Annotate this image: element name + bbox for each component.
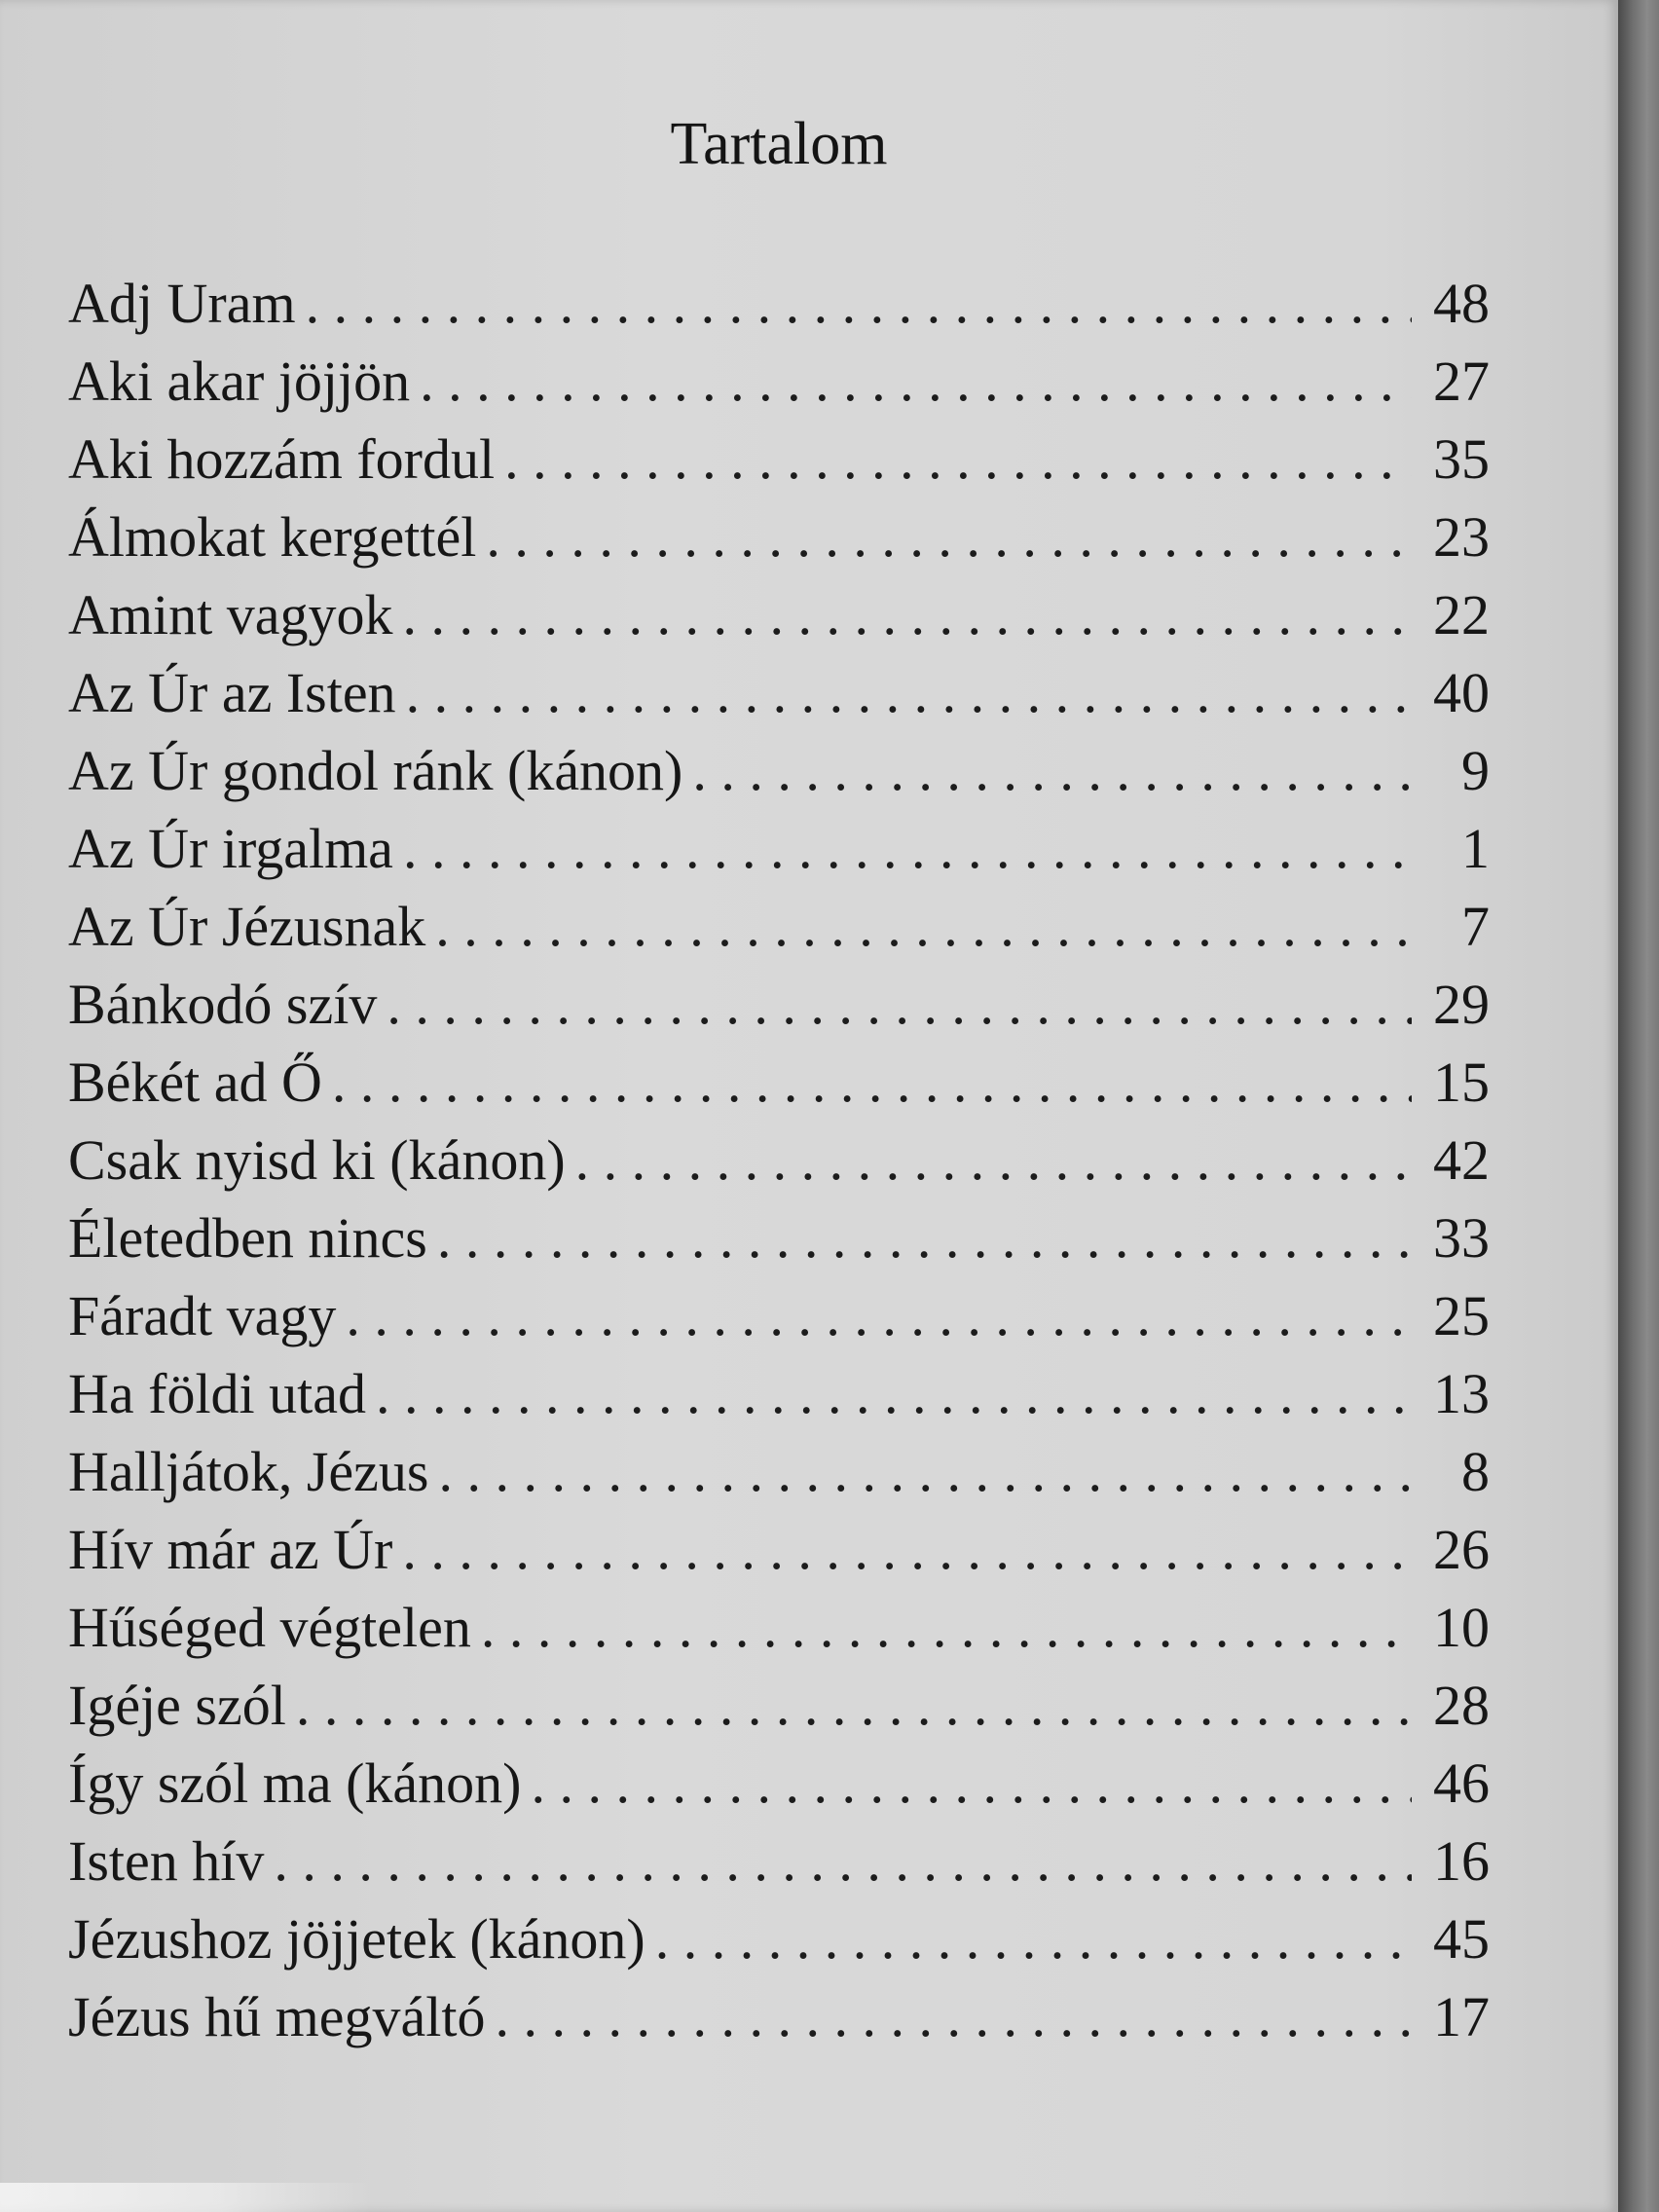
entry-title: Isten hív	[68, 1829, 265, 1893]
dot-leader	[306, 265, 1412, 343]
entry-title: Csak nyisd ki (kánon)	[68, 1128, 566, 1192]
toc-entry	[68, 1900, 1490, 1978]
dot-leader	[481, 1589, 1412, 1667]
dot-leader	[387, 966, 1412, 1044]
dot-leader	[692, 732, 1412, 810]
entry-page-number: 13	[1433, 1362, 1490, 1425]
toc-entry	[68, 1199, 1490, 1277]
entry-title: Az Úr irgalma	[68, 817, 393, 880]
entry-page-number: 10	[1433, 1596, 1490, 1659]
toc-entry	[68, 1277, 1490, 1355]
toc-entry	[68, 265, 1490, 343]
toc-entry	[68, 1745, 1490, 1823]
entry-title: Igéje szól	[68, 1674, 286, 1737]
entry-title: Az Úr Jézusnak	[68, 895, 426, 958]
entry-title: Jézus hű megváltó	[68, 1985, 486, 2048]
dot-leader	[504, 421, 1412, 498]
toc-entry	[68, 1122, 1490, 1199]
toc-entry	[68, 498, 1490, 576]
entry-page-number: 16	[1433, 1829, 1490, 1893]
entry-page-number: 22	[1433, 583, 1490, 646]
entry-title: Életedben nincs	[68, 1206, 427, 1270]
entry-title: Ha földi utad	[68, 1362, 367, 1425]
dot-leader	[420, 343, 1412, 421]
dot-leader	[531, 1745, 1412, 1823]
toc-entry	[68, 732, 1490, 810]
entry-title: Így szól ma (kánon)	[68, 1751, 522, 1815]
entry-title: Jézushoz jöjjetek (kánon)	[68, 1907, 645, 1971]
toc-entry	[68, 1355, 1490, 1433]
toc-entry	[68, 966, 1490, 1044]
toc-entry	[68, 654, 1490, 732]
entry-page-number: 40	[1433, 661, 1490, 724]
dot-leader	[402, 576, 1412, 654]
entry-page-number: 27	[1433, 350, 1490, 413]
toc-entry	[68, 1667, 1490, 1745]
entry-page-number: 9	[1461, 739, 1490, 802]
toc-entry	[68, 1511, 1490, 1589]
dot-leader	[655, 1900, 1412, 1978]
entry-title: Hív már az Úr	[68, 1518, 393, 1581]
dot-leader	[575, 1122, 1412, 1199]
dot-leader	[403, 810, 1412, 888]
toc-entry	[68, 1433, 1490, 1511]
dot-leader	[274, 1823, 1412, 1900]
toc-entry	[68, 576, 1490, 654]
toc-entry	[68, 810, 1490, 888]
entry-page-number: 29	[1433, 973, 1490, 1036]
entry-page-number: 23	[1433, 505, 1490, 569]
dot-leader	[495, 1978, 1412, 2056]
entry-page-number: 46	[1433, 1751, 1490, 1815]
toc-entry	[68, 343, 1490, 421]
dot-leader	[402, 1511, 1412, 1589]
entry-page-number: 33	[1433, 1206, 1490, 1270]
entry-title: Halljátok, Jézus	[68, 1440, 429, 1503]
entry-page-number: 17	[1433, 1985, 1490, 2048]
entry-title: Az Úr az Isten	[68, 661, 396, 724]
dot-leader	[296, 1667, 1412, 1745]
book-binding-edge	[1618, 0, 1659, 2212]
toc-entry	[68, 888, 1490, 966]
entry-title: Aki akar jöjjön	[68, 350, 411, 413]
dot-leader	[435, 888, 1412, 966]
entry-title: Adj Uram	[68, 272, 296, 335]
toc-entry	[68, 1823, 1490, 1900]
entry-title: Hűséged végtelen	[68, 1596, 471, 1659]
entry-title: Fáradt vagy	[68, 1284, 337, 1347]
entry-page-number: 25	[1433, 1284, 1490, 1347]
entry-title: Bánkodó szív	[68, 973, 378, 1036]
entry-page-number: 7	[1461, 895, 1490, 958]
entry-page-number: 1	[1461, 817, 1490, 880]
entry-page-number: 42	[1433, 1128, 1490, 1192]
toc-entry	[68, 421, 1490, 498]
entry-page-number: 8	[1461, 1440, 1490, 1503]
dot-leader	[438, 1433, 1412, 1511]
entry-title: Aki hozzám fordul	[68, 427, 496, 491]
dot-leader	[486, 498, 1412, 576]
watermark	[0, 2183, 370, 2212]
table-of-contents	[68, 265, 1490, 2056]
toc-entry	[68, 1978, 1490, 2056]
dot-leader	[376, 1355, 1412, 1433]
dot-leader	[332, 1044, 1412, 1122]
entry-page-number: 48	[1433, 272, 1490, 335]
entry-page-number: 45	[1433, 1907, 1490, 1971]
entry-page-number: 35	[1433, 427, 1490, 491]
entry-page-number: 15	[1433, 1051, 1490, 1114]
entry-title: Az Úr gondol ránk (kánon)	[68, 739, 683, 802]
dot-leader	[437, 1199, 1412, 1277]
toc-entry	[68, 1589, 1490, 1667]
entry-page-number: 28	[1433, 1674, 1490, 1737]
page-title: Tartalom	[670, 111, 888, 177]
entry-title: Békét ad Ő	[68, 1051, 322, 1114]
entry-title: Amint vagyok	[68, 583, 393, 646]
dot-leader	[406, 654, 1412, 732]
toc-entry	[68, 1044, 1490, 1122]
entry-page-number: 26	[1433, 1518, 1490, 1581]
dot-leader	[346, 1277, 1412, 1355]
entry-title: Álmokat kergettél	[68, 505, 477, 569]
